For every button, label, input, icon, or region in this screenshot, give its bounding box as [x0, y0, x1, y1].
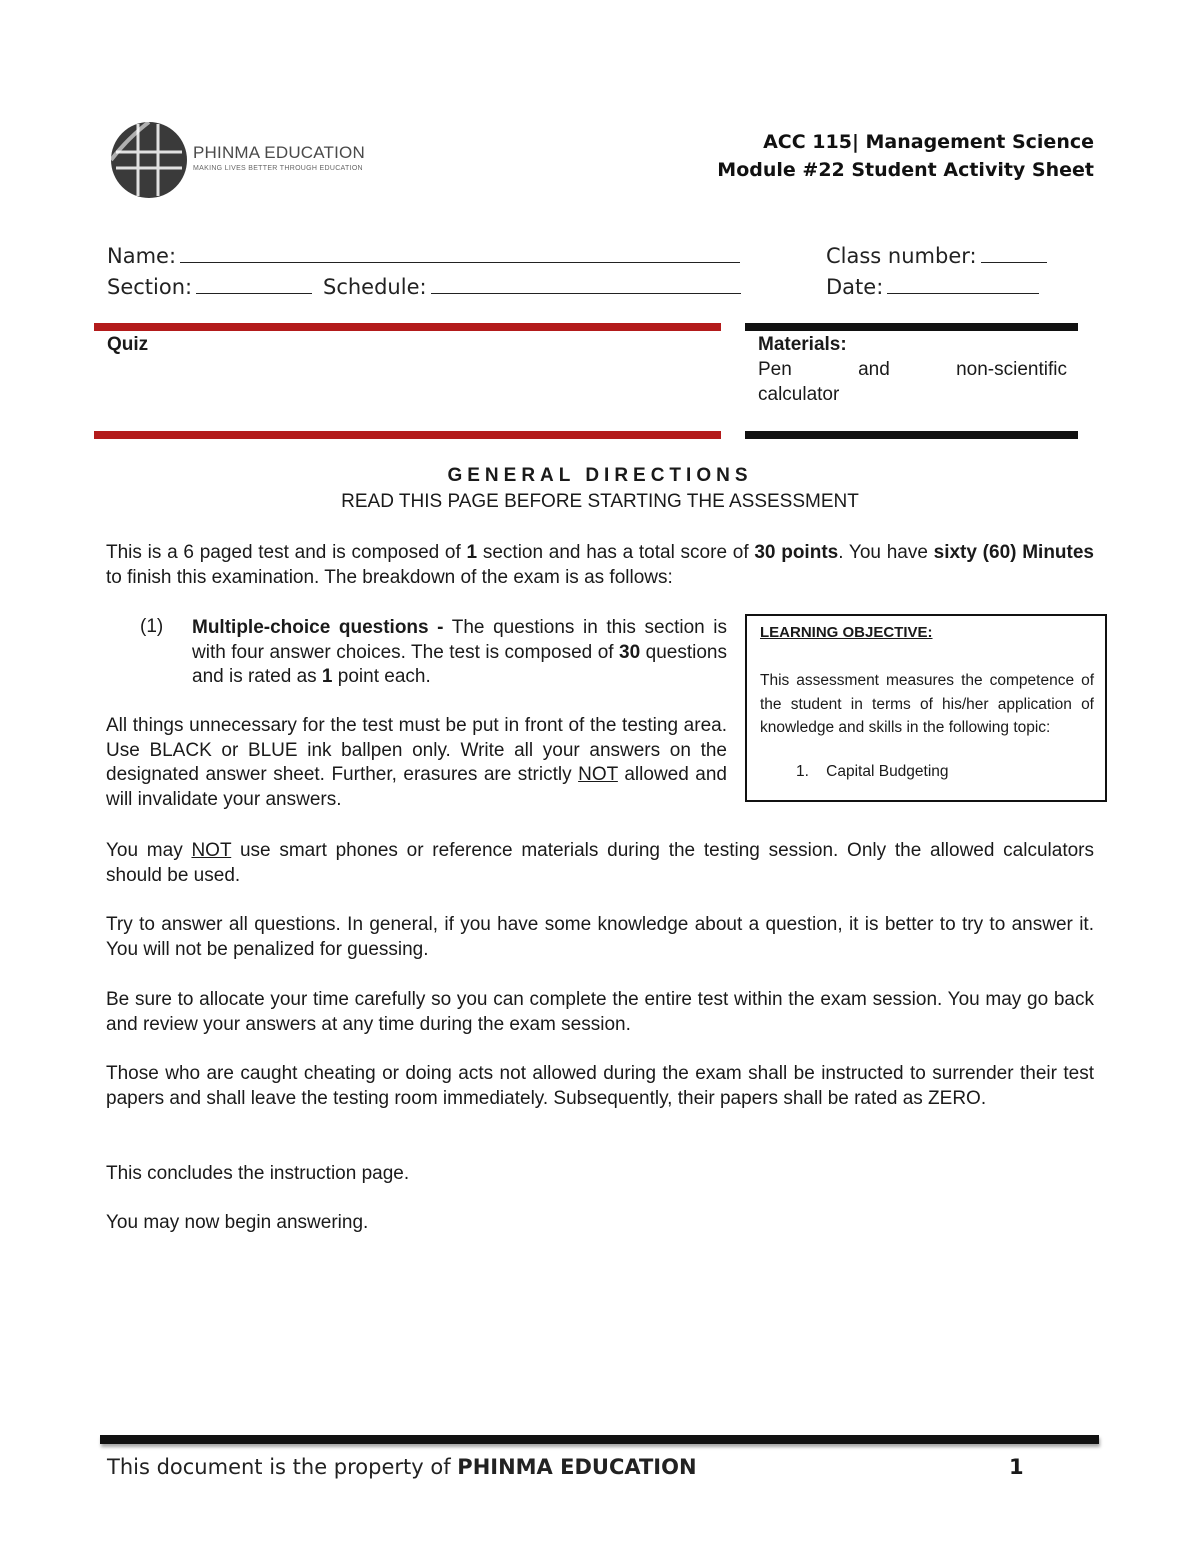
date-field[interactable]	[826, 273, 1039, 299]
logo-tagline: MAKING LIVES BETTER THROUGH EDUCATION	[193, 165, 363, 172]
rules-paragraph-2: You may NOT use smart phones or reference materials during the testing session. Only the allowed calculators should be used.	[106, 840, 1094, 886]
rules-paragraph-1: All things unnecessary for the test must be put in front of the testing area. Use BLACK or BLUE ink ballpen only. Write all your answers on the designated answer sheet. Further, erasures are strictly NOT allowed and will invalidate your answers.	[106, 715, 727, 810]
materials-title: Materials:	[758, 334, 847, 355]
materials-top-rule	[745, 323, 1078, 331]
footer-rule	[100, 1435, 1099, 1444]
schedule-label: Schedule:	[323, 275, 427, 299]
materials-line1	[758, 359, 1067, 381]
materials-word-pen: Pen	[758, 359, 792, 380]
rules-paragraph-5: Those who are caught cheating or doing acts not allowed during the exam shall be instructed to surrender their test papers and shall leave the testing room immediately. Subsequently, their papers shall be rated as ZERO.	[106, 1063, 1094, 1109]
class-number-blank[interactable]	[981, 242, 1047, 263]
materials-word-and: and	[858, 359, 890, 380]
materials-bottom-rule	[745, 431, 1078, 439]
module-title: Module #22 Student Activity Sheet	[717, 159, 1094, 181]
date-blank[interactable]	[887, 273, 1039, 294]
class-number-label: Class number:	[826, 244, 977, 268]
name-field[interactable]	[107, 242, 740, 268]
section-item-number: (1)	[140, 616, 164, 637]
section-item-text: Multiple-choice questions - The questions in this section is with four answer choices. The test is composed of 30 questions and is rated as 1 point each.	[192, 617, 728, 687]
directions-subtitle: READ THIS PAGE BEFORE STARTING THE ASSESSMENT	[341, 491, 859, 512]
section-label: Section:	[107, 275, 193, 299]
schedule-blank[interactable]	[431, 273, 741, 294]
learning-objective-title: LEARNING OBJECTIVE:	[760, 624, 933, 641]
quiz-top-rule	[94, 323, 721, 331]
footer-text: This document is the property of PHINMA EDUCATION	[107, 1455, 697, 1479]
name-label: Name:	[107, 244, 177, 268]
logo-text: PHINMA EDUCATION	[193, 143, 365, 162]
page-number: 1	[1009, 1455, 1024, 1479]
intro-paragraph: This is a 6 paged test and is composed of 1 section and has a total score of 30 points. You have sixty (60) Minutes to finish this examination. The breakdown of the exam is as follows:	[106, 542, 1094, 588]
learning-objective-body: This assessment measures the competence of the student in terms of his/her application of knowledge and skills in the following topic:	[760, 672, 1094, 736]
learning-objective-item: 1. Capital Budgeting	[796, 763, 949, 780]
section-field[interactable]	[107, 273, 312, 299]
quiz-title: Quiz	[107, 334, 149, 355]
name-blank[interactable]	[180, 242, 740, 263]
rules-paragraph-6: This concludes the instruction page.	[106, 1163, 410, 1184]
schedule-field[interactable]	[323, 273, 741, 299]
date-label: Date:	[826, 275, 884, 299]
class-number-field[interactable]	[826, 242, 1047, 268]
logo-emblem-icon	[111, 122, 187, 198]
rules-paragraph-3: Try to answer all questions. In general, if you have some knowledge about a question, it is better to try to answer it. You will not be penalized for guessing.	[106, 914, 1094, 960]
section-blank[interactable]	[196, 273, 312, 294]
directions-title: GENERAL DIRECTIONS	[447, 465, 753, 486]
quiz-bottom-rule	[94, 431, 721, 439]
materials-line2: calculator	[758, 384, 840, 405]
course-title: ACC 115| Management Science	[763, 131, 1094, 153]
materials-word-calc: non-scientific	[956, 359, 1067, 380]
rules-paragraph-4: Be sure to allocate your time carefully so you can complete the entire test within the exam session. You may go back and review your answers at any time during the exam session.	[106, 989, 1094, 1035]
rules-paragraph-7: You may now begin answering.	[106, 1212, 369, 1233]
